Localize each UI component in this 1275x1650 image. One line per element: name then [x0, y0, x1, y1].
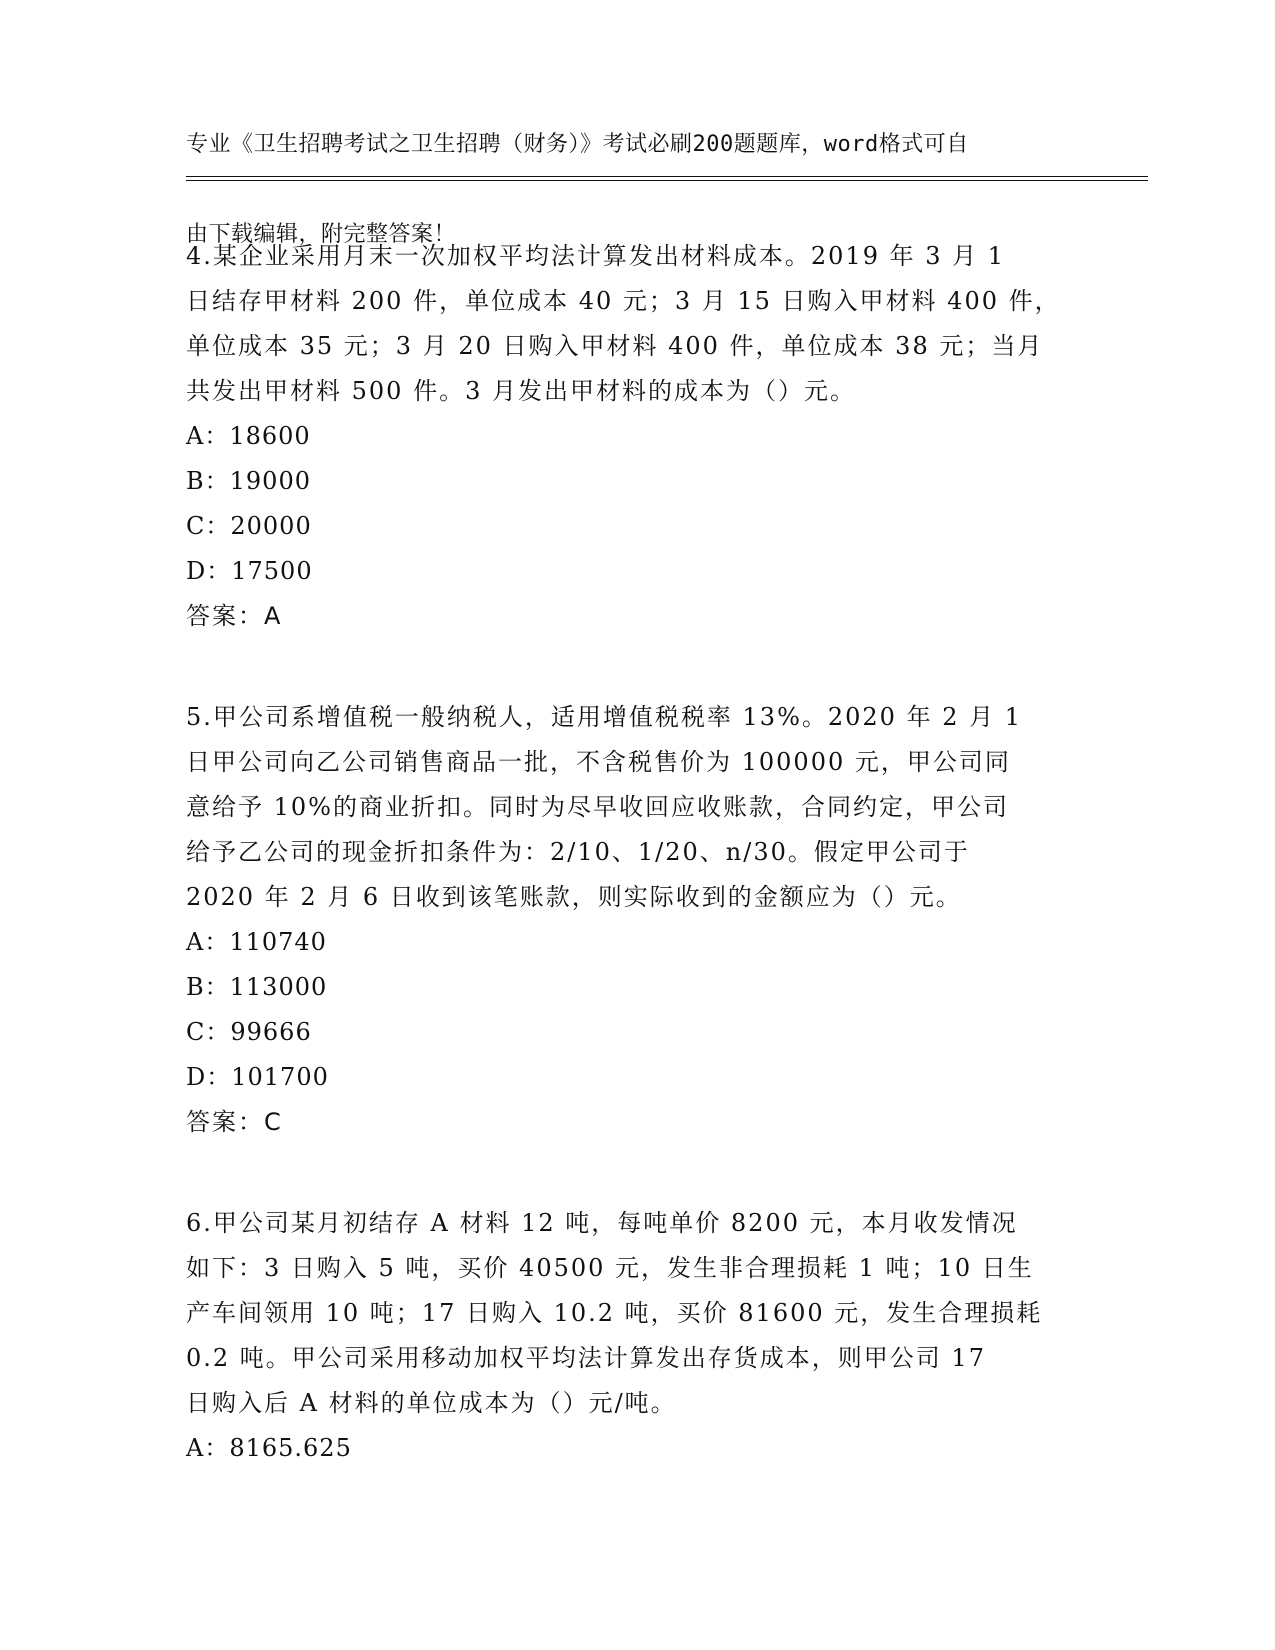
question-stem	[186, 695, 1086, 920]
option-c: C：99666	[186, 1018, 312, 1046]
stem-line: 2020 年 2 月 6 日收到该笔账款，则实际收到的金额应为（）元。	[186, 883, 962, 911]
option-a: A：18600	[186, 422, 311, 450]
question-5	[186, 695, 1086, 1145]
stem-line: 共发出甲材料 500 件。3 月发出甲材料的成本为（）元。	[186, 377, 856, 405]
header-divider	[186, 176, 1148, 181]
option-a: A：8165.625	[186, 1434, 352, 1462]
question-4	[186, 234, 1086, 639]
option-b: B：113000	[186, 973, 328, 1001]
stem-line: 给予乙公司的现金折扣条件为：2/10、1/20、n/30。假定甲公司于	[186, 838, 970, 866]
stem-line: 日结存甲材料 200 件，单位成本 40 元；3 月 15 日购入甲材料 400 件，	[186, 287, 1061, 315]
stem-line: 单位成本 35 元；3 月 20 日购入甲材料 400 件，单位成本 38 元；当月	[186, 332, 1044, 360]
stem-line: 日甲公司向乙公司销售商品一批，不含税售价为 100000 元，甲公司同	[186, 748, 1011, 776]
option-b: B：19000	[186, 467, 311, 495]
answer: 答案：C	[186, 1108, 283, 1136]
question-list	[186, 234, 1086, 1527]
stem-line: 如下：3 日购入 5 吨，买价 40500 元，发生非合理损耗 1 吨；10 日生	[186, 1254, 1034, 1282]
option-d: D：17500	[186, 557, 313, 585]
stem-line: 日购入后 A 材料的单位成本为（）元/吨。	[186, 1389, 677, 1417]
question-stem	[186, 1201, 1086, 1426]
option-a: A：110740	[186, 928, 327, 956]
stem-line: 4.某企业采用月末一次加权平均法计算发出材料成本。2019 年 3 月 1	[186, 242, 1006, 270]
stem-line: 产车间领用 10 吨；17 日购入 10.2 吨，买价 81600 元，发生合理损耗	[186, 1299, 1043, 1327]
header-line-2: 由下载编辑，附完整答案！	[186, 222, 457, 247]
stem-line: 意给予 10%的商业折扣。同时为尽早收回应收账款，合同约定，甲公司	[186, 793, 1009, 821]
header-line-1: 专业《卫生招聘考试之卫生招聘（财务）》考试必刷200题题库，word格式可自	[186, 132, 969, 157]
option-d: D：101700	[186, 1063, 329, 1091]
question-stem	[186, 234, 1086, 414]
stem-line: 0.2 吨。甲公司采用移动加权平均法计算发出存货成本，则甲公司 17	[186, 1344, 986, 1372]
stem-line: 6.甲公司某月初结存 A 材料 12 吨，每吨单价 8200 元，本月收发情况	[186, 1209, 1018, 1237]
option-c: C：20000	[186, 512, 312, 540]
stem-line: 5.甲公司系增值税一般纳税人，适用增值税税率 13%。2020 年 2 月 1	[186, 703, 1023, 731]
question-6	[186, 1201, 1086, 1471]
answer: 答案：A	[186, 602, 283, 630]
